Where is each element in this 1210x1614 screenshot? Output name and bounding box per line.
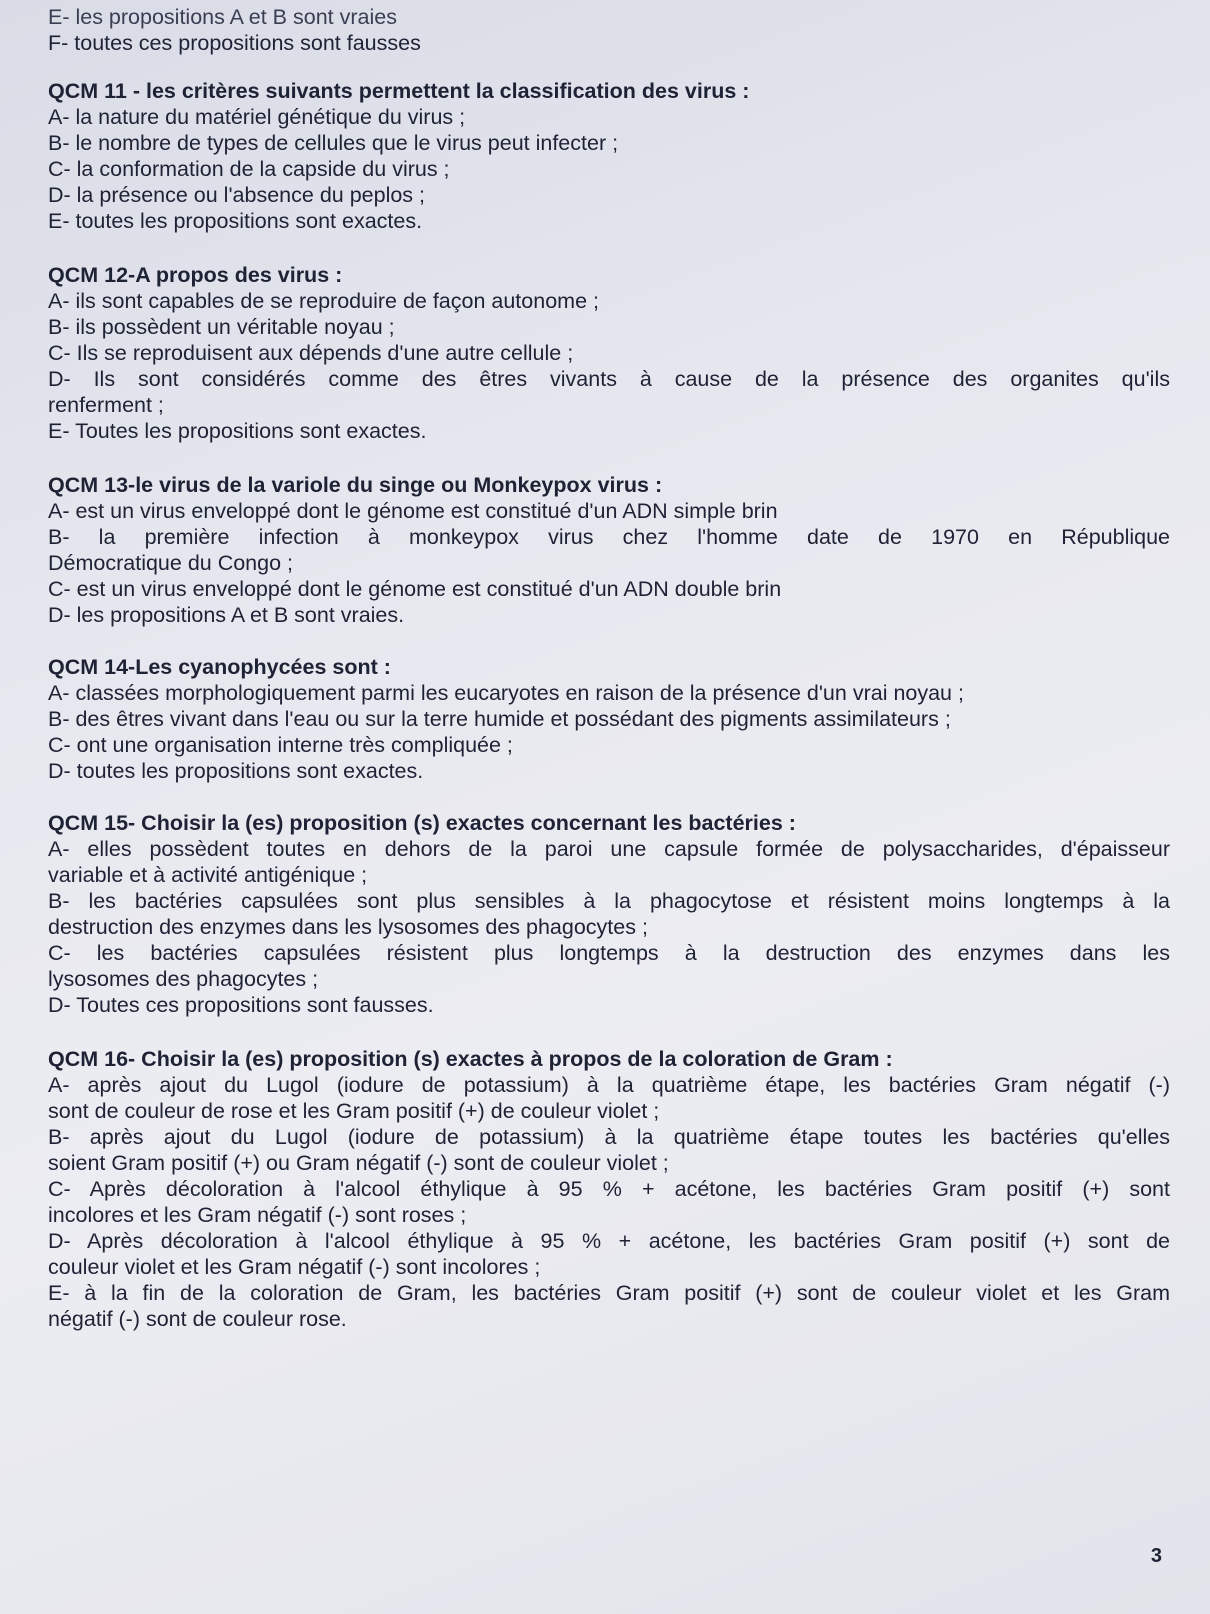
option-line: A- classées morphologiquement parmi les eucaryotes en raison de la présence d'un vrai noyau ; — [48, 681, 964, 705]
previous-question-tail — [48, 4, 1170, 56]
question-14 — [48, 654, 1170, 784]
option-line: D- toutes les propositions sont exactes. — [48, 759, 424, 783]
option-continuation: soient Gram positif (+) ou Gram négatif (-) sont de couleur violet ; — [48, 1151, 669, 1175]
option-line: C- Ils se reproduisent aux dépends d'une autre cellule ; — [48, 341, 574, 365]
option-line: B- des êtres vivant dans l'eau ou sur la terre humide et possédant des pigments assimilateurs ; — [48, 707, 951, 731]
option-line: E- les propositions A et B sont vraies — [48, 5, 397, 29]
option-line: D- Ils sont considérés comme des êtres vivants à cause de la présence des organites qu'ils — [48, 367, 1170, 391]
question-16 — [48, 1046, 1170, 1332]
option-continuation: lysosomes des phagocytes ; — [48, 967, 319, 991]
option-line: A- la nature du matériel génétique du virus ; — [48, 105, 466, 129]
option-continuation: négatif (-) sont de couleur rose. — [48, 1307, 347, 1331]
option-line: D- la présence ou l'absence du peplos ; — [48, 183, 426, 207]
option-line: E- Toutes les propositions sont exactes. — [48, 419, 427, 443]
option-continuation: variable et à activité antigénique ; — [48, 863, 368, 887]
option-continuation: incolores et les Gram négatif (-) sont roses ; — [48, 1203, 467, 1227]
option-line: C- les bactéries capsulées résistent plus longtemps à la destruction des enzymes dans les — [48, 941, 1170, 965]
question-title: QCM 15- Choisir la (es) proposition (s) exactes concernant les bactéries : — [48, 811, 796, 835]
option-line: F- toutes ces propositions sont fausses — [48, 31, 421, 55]
option-line: B- après ajout du Lugol (iodure de potassium) à la quatrième étape toutes les bactéries qu'elles — [48, 1125, 1170, 1149]
option-line: B- le nombre de types de cellules que le virus peut infecter ; — [48, 131, 619, 155]
option-line: E- à la fin de la coloration de Gram, les bactéries Gram positif (+) sont de couleur violet et les Gram — [48, 1281, 1170, 1305]
option-continuation: destruction des enzymes dans les lysosomes des phagocytes ; — [48, 915, 648, 939]
option-line: C- ont une organisation interne très compliquée ; — [48, 733, 513, 757]
option-line: D- Après décoloration à l'alcool éthylique à 95 % + acétone, les bactéries Gram positif (+) sont de — [48, 1229, 1170, 1253]
option-line: B- les bactéries capsulées sont plus sensibles à la phagocytose et résistent moins longtemps à la — [48, 889, 1170, 913]
option-line: A- est un virus enveloppé dont le génome est constitué d'un ADN simple brin — [48, 499, 778, 523]
question-title: QCM 16- Choisir la (es) proposition (s) exactes à propos de la coloration de Gram : — [48, 1047, 893, 1071]
question-title: QCM 11 - les critères suivants permettent la classification des virus : — [48, 79, 750, 103]
option-line: C- est un virus enveloppé dont le génome est constitué d'un ADN double brin — [48, 577, 782, 601]
question-15 — [48, 810, 1170, 1018]
option-line: A- elles possèdent toutes en dehors de la paroi une capsule formée de polysaccharides, d'épaisseur — [48, 837, 1170, 861]
option-line: C- la conformation de la capside du virus ; — [48, 157, 450, 181]
option-line: C- Après décoloration à l'alcool éthylique à 95 % + acétone, les bactéries Gram positif (+) sont — [48, 1177, 1170, 1201]
option-line: A- ils sont capables de se reproduire de façon autonome ; — [48, 289, 599, 313]
option-line: B- ils possèdent un véritable noyau ; — [48, 315, 395, 339]
option-continuation: couleur violet et les Gram négatif (-) sont incolores ; — [48, 1255, 541, 1279]
page-number: 3 — [1150, 1545, 1162, 1567]
option-line: D- Toutes ces propositions sont fausses. — [48, 993, 434, 1017]
option-line: A- après ajout du Lugol (iodure de potassium) à la quatrième étape, les bactéries Gram négatif (-) — [48, 1073, 1170, 1097]
question-13 — [48, 472, 1170, 628]
option-continuation: Démocratique du Congo ; — [48, 551, 294, 575]
question-title: QCM 14-Les cyanophycées sont : — [48, 655, 391, 679]
question-title: QCM 13-le virus de la variole du singe ou Monkeypox virus : — [48, 473, 663, 497]
option-continuation: renferment ; — [48, 393, 164, 417]
option-continuation: sont de couleur de rose et les Gram positif (+) de couleur violet ; — [48, 1099, 660, 1123]
question-11 — [48, 78, 1170, 234]
question-title: QCM 12-A propos des virus : — [48, 263, 343, 287]
option-line: B- la première infection à monkeypox virus chez l'homme date de 1970 en République — [48, 525, 1170, 549]
option-line: E- toutes les propositions sont exactes. — [48, 209, 423, 233]
question-12 — [48, 262, 1170, 444]
option-line: D- les propositions A et B sont vraies. — [48, 603, 405, 627]
